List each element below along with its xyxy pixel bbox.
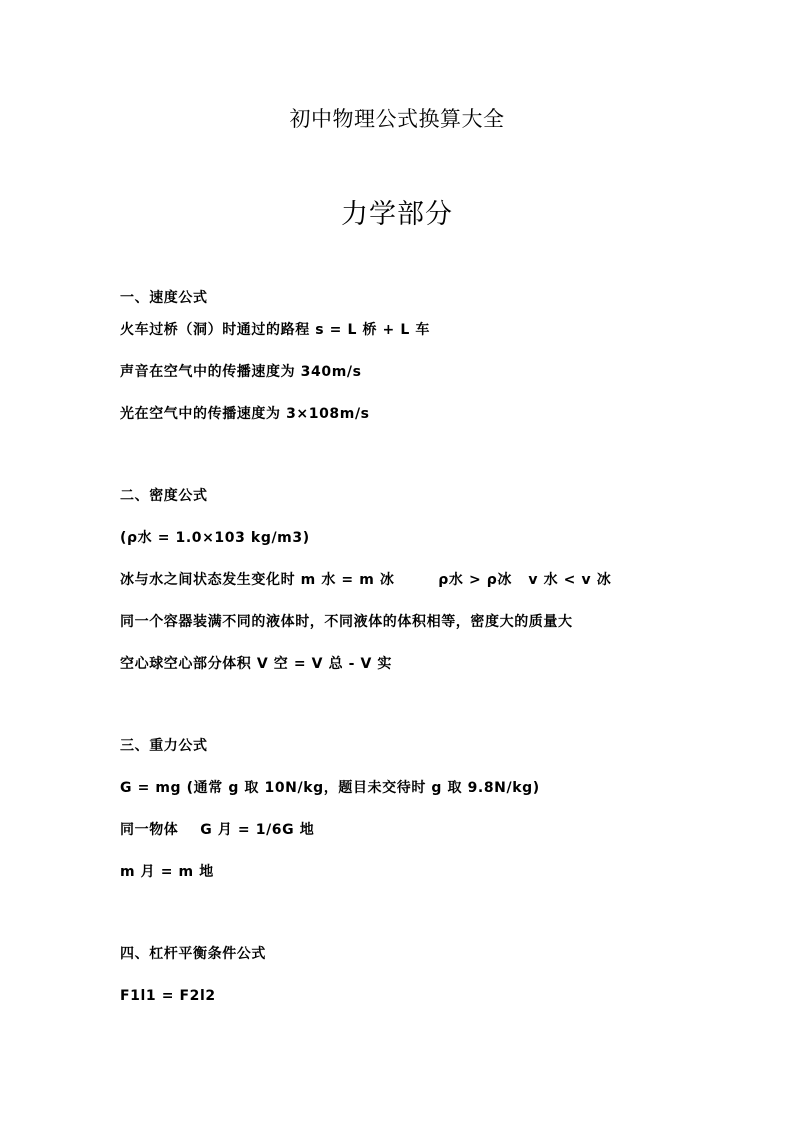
section-heading-lever: 四、杠杆平衡条件公式 <box>120 946 266 962</box>
gravity-line-2: 同一物体 G 月 = 1/6G 地 <box>120 822 315 838</box>
density-line-3: 同一个容器装满不同的液体时，不同液体的体积相等，密度大的质量大 <box>120 614 573 630</box>
part-title: 力学部分 <box>341 199 453 230</box>
gravity-line-3: m 月 = m 地 <box>120 864 214 880</box>
document-title: 初中物理公式换算大全 <box>289 107 505 131</box>
speed-line-1: 火车过桥（洞）时通过的路程 s = L 桥 + L 车 <box>120 322 430 338</box>
speed-line-2: 声音在空气中的传播速度为 340m/s <box>120 364 362 380</box>
lever-line-1: F1l1 = F2l2 <box>120 988 216 1004</box>
gravity-line-1: G = mg (通常 g 取 10N/kg，题目未交待时 g 取 9.8N/kg) <box>120 780 540 796</box>
density-line-4: 空心球空心部分体积 V 空 = V 总 - V 实 <box>120 656 393 672</box>
section-heading-density: 二、密度公式 <box>120 488 208 504</box>
section-heading-gravity: 三、重力公式 <box>120 738 208 754</box>
density-line-1: (ρ水 = 1.0×103 kg/m3) <box>120 530 310 546</box>
section-heading-speed: 一、速度公式 <box>120 290 208 306</box>
density-line-2: 冰与水之间状态发生变化时 m 水 = m 冰 ρ水 > ρ冰 v 水 < v 冰 <box>120 572 612 588</box>
speed-line-3: 光在空气中的传播速度为 3×108m/s <box>120 406 370 422</box>
